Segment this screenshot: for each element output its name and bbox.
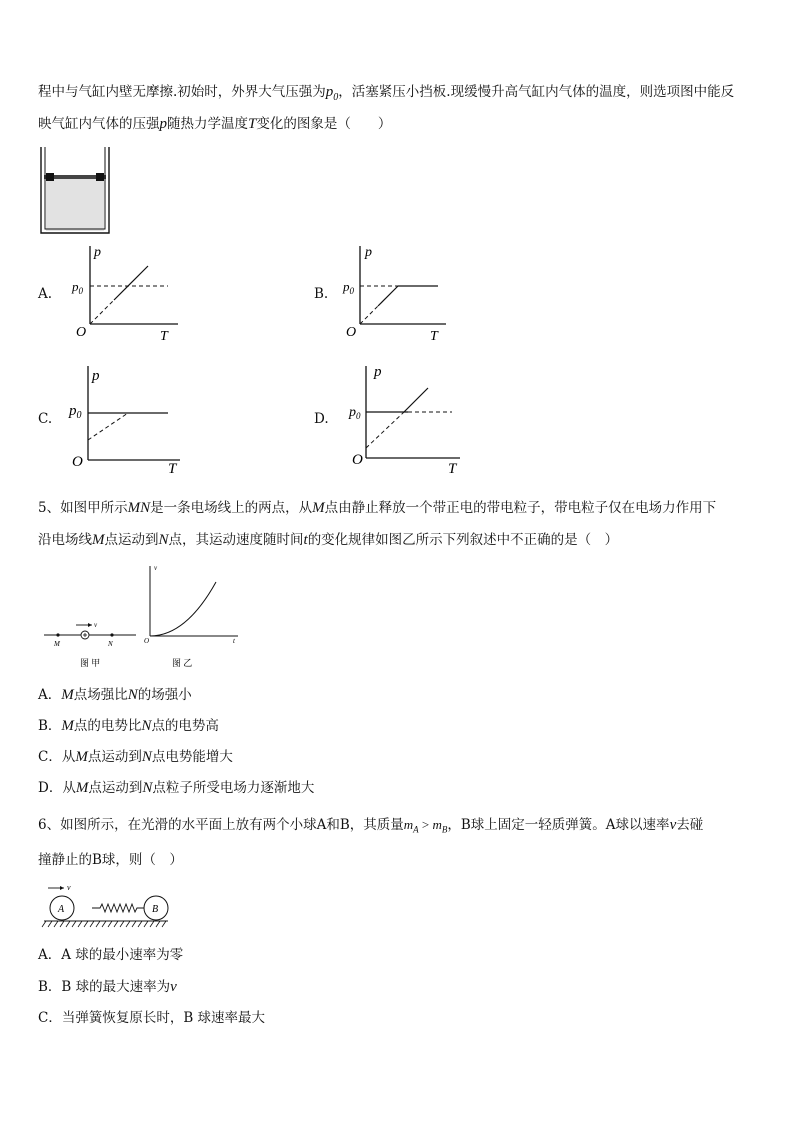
p0-label: $p_0$	[72, 279, 83, 296]
t-axis-label: T	[448, 461, 457, 475]
figure-yi	[140, 560, 245, 672]
ball-a-label: A	[58, 904, 65, 915]
q4-text: ，活塞紧压小挡板.现缓慢升高气缸内气体的温度，则选项图中能反	[338, 84, 735, 100]
q4-line-1	[38, 82, 734, 108]
dashed-line	[360, 306, 378, 324]
q6-option-a: A．A 球的最小速率为零	[38, 947, 184, 963]
p0-label: $p_0$	[69, 403, 82, 421]
t-axis-label: T	[160, 329, 168, 340]
solid-rise	[378, 286, 398, 306]
graph-b	[338, 240, 458, 340]
graph-d	[340, 360, 470, 475]
option-b-label: B.	[314, 286, 329, 302]
t-axis-label: T	[168, 461, 177, 475]
n-label: N	[108, 640, 113, 648]
m-label: M	[54, 640, 60, 648]
option-a-label: A.	[38, 286, 53, 302]
q4-text: 程中与气缸内壁无摩擦.初始时，外界大气压强为	[38, 84, 326, 100]
ground-hatching	[42, 921, 166, 927]
dashed-line	[366, 412, 404, 448]
q5-line-1: 5、如图甲所示MN是一条电场线上的两点，从M点由静止释放一个带正电的带电粒子，带电粒子仅在电场力作用下	[38, 500, 717, 516]
q6-line-2: 撞静止的B球，则（ ）	[38, 852, 183, 868]
p0-symbol: $p_0$	[325, 84, 339, 103]
origin-label: O	[352, 452, 363, 468]
t-axis-label: t	[233, 637, 235, 645]
v-label: v	[67, 883, 71, 892]
option-c-label: C.	[38, 411, 53, 427]
v-label: v	[94, 621, 98, 629]
p0-label: $p_0$	[343, 279, 354, 296]
v-axis-label: v	[154, 564, 158, 572]
point-m	[56, 633, 59, 636]
spring	[92, 904, 144, 912]
option-d-label: D.	[314, 411, 329, 427]
stop-right	[96, 173, 104, 181]
balls-spring-figure	[40, 878, 170, 936]
origin-label: O	[144, 637, 150, 645]
solid-line	[114, 266, 148, 300]
caption-yi: 图 乙	[172, 658, 193, 668]
dashed-line	[90, 300, 114, 324]
t-axis-label: T	[430, 329, 438, 340]
dashed-line	[88, 413, 128, 440]
solid-rise	[404, 388, 428, 412]
q5-option-c: C．从M点运动到N点电势能增大	[38, 749, 233, 765]
graph-c	[62, 360, 192, 475]
graph-a	[64, 240, 184, 340]
gas	[46, 177, 104, 231]
stop-left	[46, 173, 54, 181]
origin-label: O	[72, 454, 83, 470]
origin-label: O	[346, 325, 357, 340]
q5-option-b: B．M点的电势比N点的电势高	[38, 718, 219, 734]
point-n	[110, 633, 113, 636]
p-axis-label: p	[374, 364, 382, 380]
q6-option-b: B．B 球的最大速率为v	[38, 979, 177, 995]
p0-label: $p_0$	[349, 405, 361, 421]
v-t-curve	[150, 582, 216, 636]
q6-line-1: 6、如图所示，在光滑的水平面上放有两个小球A和B，其质量$m_A > m_B$，B球上固定一轻质弹簧。A球以速率v去碰	[38, 817, 704, 835]
p-axis-label: p	[92, 368, 100, 384]
q5-option-d: D．从M点运动到N点粒子所受电场力逐渐地大	[38, 780, 315, 796]
q5-option-a: A．M点场强比N的场强小	[38, 687, 192, 703]
ball-b-label: B	[152, 904, 159, 915]
q4-line-2: 映气缸内气体的压强p随热力学温度T变化的图象是（ ）	[38, 116, 392, 132]
origin-label: O	[76, 325, 87, 340]
figure-jia	[40, 615, 140, 675]
q5-line-2: 沿电场线M点运动到N点，其运动速度随时间t的变化规律如图乙所示下列叙述中不正确的是（ ）	[38, 532, 619, 548]
p-axis-label: p	[365, 245, 372, 260]
cylinder-figure	[38, 145, 114, 237]
caption-jia: 图 甲	[80, 658, 101, 668]
q6-option-c: C．当弹簧恢复原长时，B 球速率最大	[38, 1010, 266, 1026]
p-axis-label: p	[94, 245, 101, 260]
